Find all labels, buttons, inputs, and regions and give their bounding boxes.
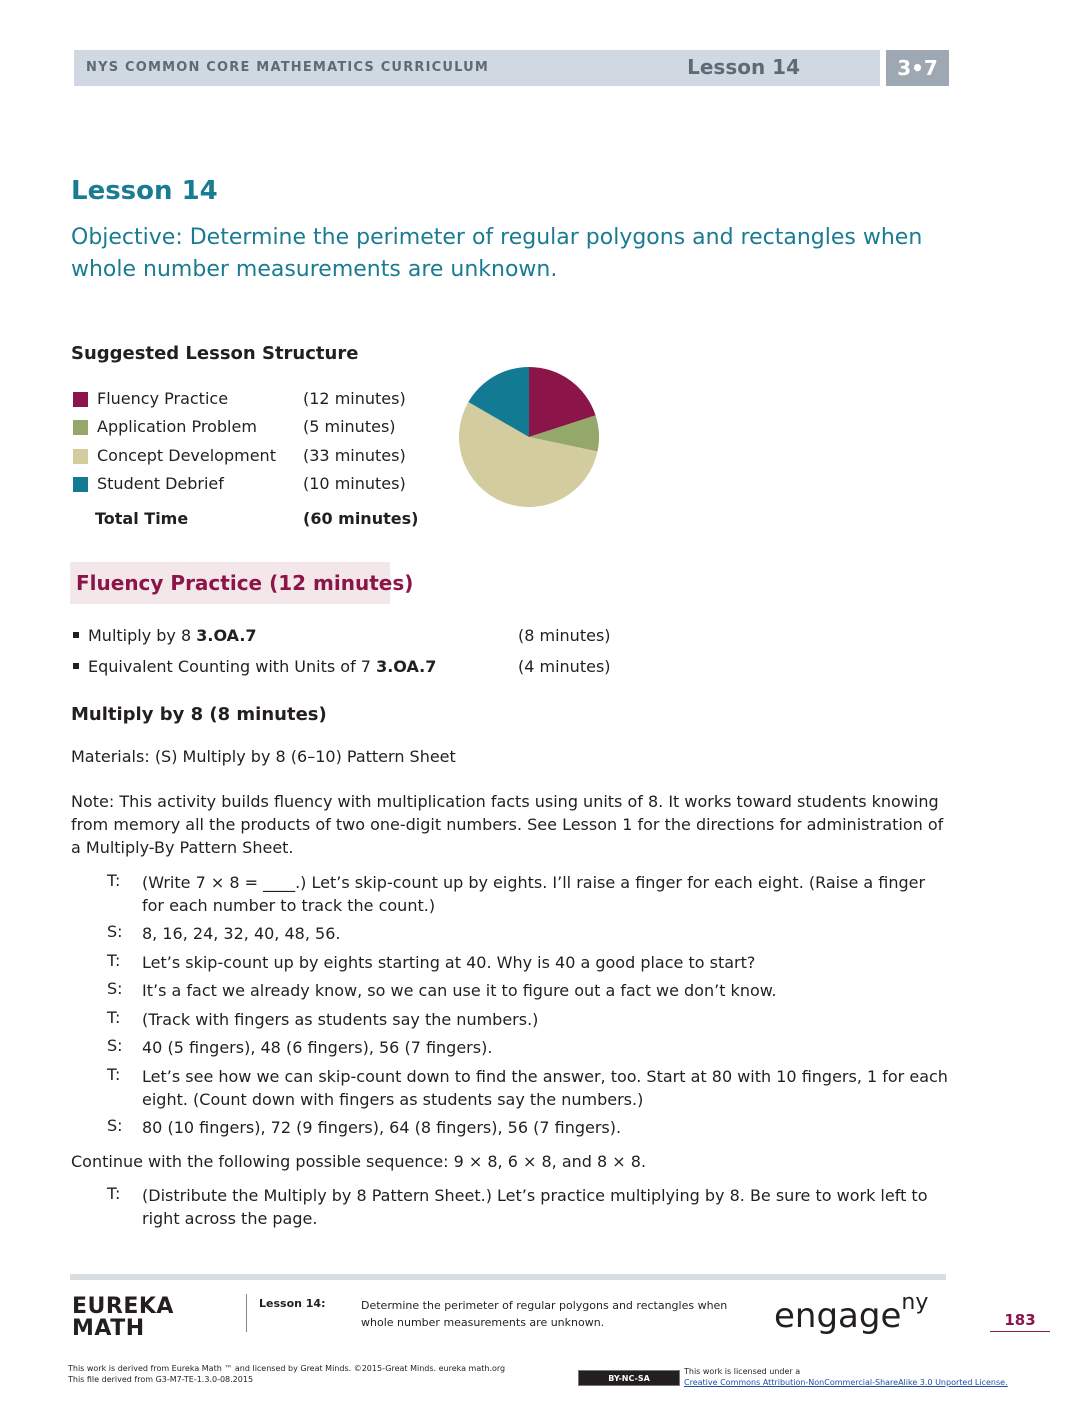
fluency-bullet xyxy=(73,657,436,676)
fluency-bullet-text: Equivalent Counting with Units of 7 xyxy=(88,657,377,676)
dialogue-text: (Track with fingers as students say the numbers.) xyxy=(142,1010,539,1029)
total-time-label: Total Time xyxy=(95,509,189,528)
legend-swatch xyxy=(73,449,88,464)
structure-heading: Suggested Lesson Structure xyxy=(71,343,359,364)
continue-sequence: Continue with the following possible sequence: 9 × 8, 6 × 8, and 8 × 8. xyxy=(71,1152,647,1171)
multiply-heading: Multiply by 8 (8 minutes) xyxy=(71,704,327,725)
logo-line: EUREKA xyxy=(72,1294,174,1319)
page-header xyxy=(74,50,949,86)
ny-text: ny xyxy=(901,1290,929,1315)
legend-swatch xyxy=(73,477,88,492)
dialogue-speaker: S: xyxy=(107,979,123,998)
dialogue-text: 8, 16, 24, 32, 40, 48, 56. xyxy=(142,924,341,943)
fluency-bullet-minutes: (8 minutes) xyxy=(518,626,611,645)
cc-license-badge: BY-NC-SA xyxy=(578,1370,680,1386)
license-text xyxy=(684,1366,1008,1388)
fluency-bullet-standard: 3.OA.7 xyxy=(376,657,437,676)
structure-item-minutes: (12 minutes) xyxy=(303,389,406,408)
lesson-title: Lesson 14 xyxy=(71,176,218,206)
page-number: 183 xyxy=(990,1311,1050,1332)
structure-item-label: Application Problem xyxy=(97,417,257,436)
total-time-minutes: (60 minutes) xyxy=(303,509,419,528)
dialogue-text: It’s a fact we already know, so we can use it to figure out a fact we don’t know. xyxy=(142,981,777,1000)
dialogue-text: 80 (10 fingers), 72 (9 fingers), 64 (8 fingers), 56 (7 fingers). xyxy=(142,1118,622,1137)
lesson-structure-pie-chart xyxy=(456,364,602,510)
fluency-bullet-standard: 3.OA.7 xyxy=(196,626,257,645)
derived-note: This work is derived from Eureka Math ™ and licensed by Great Minds. ©2015-Great Minds. eureka math.org xyxy=(68,1364,506,1373)
logo-line: MATH xyxy=(72,1316,145,1341)
structure-item-minutes: (33 minutes) xyxy=(303,446,406,465)
header-lesson: Lesson 14 xyxy=(687,55,800,79)
grade-module-badge: 3•7 xyxy=(886,50,949,86)
file-derived-note: This file derived from G3-M7-TE-1.3.0-08.2015 xyxy=(68,1375,254,1384)
dialogue-speaker: T: xyxy=(107,1008,121,1027)
dialogue-text: (Distribute the Multiply by 8 Pattern Sheet.) Let’s practice multiplying by 8. Be sure to work left to right across the page. xyxy=(142,1186,928,1228)
footer-lesson-description: Determine the perimeter of regular polygons and rectangles when whole number measurements are unknown. xyxy=(361,1299,728,1329)
fluency-heading-box xyxy=(70,562,414,604)
fluency-heading: Fluency Practice (12 minutes) xyxy=(76,571,414,595)
license-line: This work is licensed under a xyxy=(684,1367,801,1376)
dialogue-text: Let’s see how we can skip-count down to find the answer, too. Start at 80 with 10 fingers, 1 for each eight. (Count down with fingers as students say the numbers.) xyxy=(142,1067,948,1109)
footer-divider xyxy=(246,1294,247,1332)
license-link[interactable]: Creative Commons Attribution-NonCommercial-ShareAlike 3.0 Unported License. xyxy=(684,1378,1008,1387)
structure-item-minutes: (10 minutes) xyxy=(303,474,406,493)
fluency-bullet-text: Multiply by 8 xyxy=(88,626,197,645)
dialogue-speaker: S: xyxy=(107,922,123,941)
engage-text: engage xyxy=(774,1296,902,1336)
dialogue-speaker: S: xyxy=(107,1036,123,1055)
structure-item-label: Student Debrief xyxy=(97,474,224,493)
bullet-square-icon xyxy=(73,632,79,638)
structure-item-label: Concept Development xyxy=(97,446,276,465)
curriculum-title: NYS COMMON CORE MATHEMATICS CURRICULUM xyxy=(86,60,490,75)
activity-note: Note: This activity builds fluency with multiplication facts using units of 8. It works toward students knowing from memory all the products of two one-digit numbers. See Lesson 1 for the directions for administration of a Multiply-By Pattern Sheet. xyxy=(71,792,944,857)
bullet-square-icon xyxy=(73,663,79,669)
lesson-objective: Objective: Determine the perimeter of regular polygons and rectangles when whole number measurements are unknown. xyxy=(71,225,923,282)
legend-swatch xyxy=(73,420,88,435)
dialogue-speaker: S: xyxy=(107,1116,123,1135)
dialogue-speaker: T: xyxy=(107,1065,121,1084)
dialogue-speaker: T: xyxy=(107,871,121,890)
legend-swatch xyxy=(73,392,88,407)
dialogue-speaker: T: xyxy=(107,1184,121,1203)
footer-lesson-label: Lesson 14: xyxy=(259,1297,326,1310)
eureka-math-logo xyxy=(72,1296,174,1340)
header-bar xyxy=(74,50,880,86)
footer-rule xyxy=(70,1274,946,1280)
materials-line: Materials: (S) Multiply by 8 (6–10) Pattern Sheet xyxy=(71,747,456,766)
dialogue-speaker: T: xyxy=(107,951,121,970)
dialogue-text: (Write 7 × 8 = ____.) Let’s skip-count up by eights. I’ll raise a finger for each eight. (Raise a finger for each number to track the count.) xyxy=(142,873,926,915)
fluency-bullet-minutes: (4 minutes) xyxy=(518,657,611,676)
structure-item-minutes: (5 minutes) xyxy=(303,417,396,436)
engageny-logo xyxy=(774,1290,929,1336)
structure-item-label: Fluency Practice xyxy=(97,389,229,408)
dialogue-text: Let’s skip-count up by eights starting at 40. Why is 40 a good place to start? xyxy=(142,953,756,972)
dialogue-text: 40 (5 fingers), 48 (6 fingers), 56 (7 fingers). xyxy=(142,1038,493,1057)
fluency-bullet xyxy=(73,626,257,645)
